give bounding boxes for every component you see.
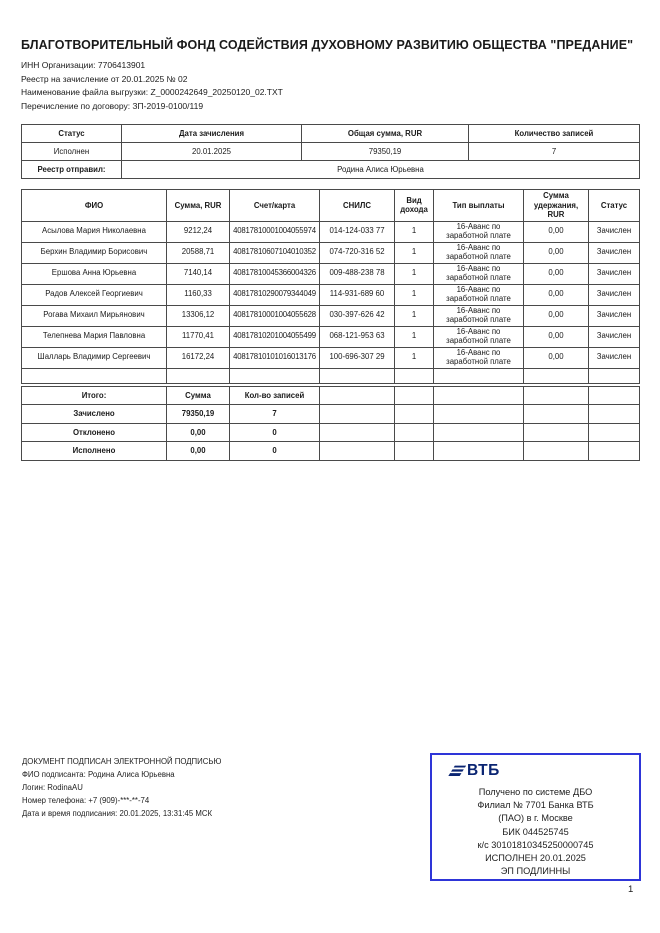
cell-payment-type: 16-Аванс по заработной плате: [434, 305, 524, 326]
stamp-line: ЭП ПОДЛИННЫ: [500, 866, 571, 877]
cell-payment-type: 16-Аванс по заработной плате: [434, 284, 524, 305]
cell-status: Зачислен: [589, 221, 640, 242]
document-content: [21, 0, 639, 461]
empty-cell: [320, 405, 395, 424]
empty-cell: [524, 386, 589, 405]
empty-cell: [395, 368, 434, 383]
empty-cell: [434, 368, 524, 383]
totals-amount: 0,00: [167, 423, 230, 442]
vtb-logo: [446, 763, 639, 783]
cell-income-type: 1: [395, 305, 434, 326]
stamp-line: ИСПОЛНЕН 20.01.2025: [485, 853, 586, 864]
empty-cell: [167, 368, 230, 383]
total-sum-header: Общая сумма, RUR: [302, 125, 469, 143]
cell-withhold: 0,00: [524, 263, 589, 284]
status-header: Статус: [22, 125, 122, 143]
totals-count-header: Кол-во записей: [230, 386, 320, 405]
totals-label: Исполнено: [22, 442, 167, 461]
cell-income-type: 1: [395, 242, 434, 263]
signing-datetime-line: Дата и время подписания: 20.01.2025, 13:31:45 МСК: [22, 809, 213, 818]
empty-cell: [395, 442, 434, 461]
empty-cell: [589, 386, 640, 405]
totals-count: 0: [230, 423, 320, 442]
cell-income-type: 1: [395, 284, 434, 305]
totals-count: 7: [230, 405, 320, 424]
totals-label: Зачислено: [22, 405, 167, 424]
cell-fio: Рогава Михаил Мирьянович: [22, 305, 167, 326]
cell-fio: Телепнева Мария Павловна: [22, 326, 167, 347]
cell-withhold: 0,00: [524, 221, 589, 242]
stamp-line: (ПАО) в г. Москве: [498, 813, 573, 824]
cell-payment-type: 16-Аванс по заработной плате: [434, 347, 524, 368]
empty-cell: [524, 442, 589, 461]
empty-row: [22, 368, 640, 383]
empty-cell: [589, 442, 640, 461]
cell-withhold: 0,00: [524, 305, 589, 326]
records-count-value: 7: [469, 143, 640, 161]
cell-fio: Берхин Владимир Борисович: [22, 242, 167, 263]
cell-payment-type: 16-Аванс по заработной плате: [434, 263, 524, 284]
totals-count: 0: [230, 442, 320, 461]
inn-line: ИНН Организации: 7706413901: [21, 60, 146, 70]
cell-status: Зачислен: [589, 305, 640, 326]
empty-cell: [320, 368, 395, 383]
status-value: Исполнен: [22, 143, 122, 161]
totals-label: Отклонено: [22, 423, 167, 442]
payment-row: [22, 326, 640, 347]
signer-name-line: ФИО подписанта: Родина Алиса Юрьевна: [22, 770, 175, 779]
amount-header: Сумма, RUR: [167, 190, 230, 222]
totals-amount: 0,00: [167, 442, 230, 461]
stamp-line: БИК 044525745: [502, 826, 569, 837]
payment-row: [22, 221, 640, 242]
cell-amount: 13306,12: [167, 305, 230, 326]
cell-account: 40817810201004055499: [230, 326, 320, 347]
totals-row-executed: [22, 442, 640, 461]
account-header: Счет/карта: [230, 190, 320, 222]
cell-amount: 7140,14: [167, 263, 230, 284]
cell-fio: Радов Алексей Георгиевич: [22, 284, 167, 305]
vtb-wing-icon: [446, 765, 466, 778]
empty-cell: [320, 442, 395, 461]
payments-header-row: [22, 190, 640, 222]
payment-row: [22, 242, 640, 263]
stamp-line: Филиал № 7701 Банка ВТБ: [477, 800, 594, 811]
totals-sum-header: Сумма: [167, 386, 230, 405]
cell-account: 40817810290079344049: [230, 284, 320, 305]
totals-table: [21, 386, 640, 461]
income-type-header: Вид дохода: [395, 190, 434, 222]
withhold-header: Сумма удержания, RUR: [524, 190, 589, 222]
cell-snils: 074-720-316 52: [320, 242, 395, 263]
empty-cell: [524, 405, 589, 424]
totals-amount: 79350,19: [167, 405, 230, 424]
row-status-header: Статус: [589, 190, 640, 222]
cell-account: 40817810607104010352: [230, 242, 320, 263]
signer-phone-line: Номер телефона: +7 (909)-***-**-74: [22, 796, 150, 805]
totals-row-rejected: [22, 423, 640, 442]
payment-row: [22, 263, 640, 284]
cell-account: 40817810001004055974: [230, 221, 320, 242]
registry-line: Реестр на зачисление от 20.01.2025 № 02: [21, 73, 188, 84]
cell-payment-type: 16-Аванс по заработной плате: [434, 326, 524, 347]
payments-table: [21, 189, 640, 384]
cell-snils: 068-121-953 63: [320, 326, 395, 347]
empty-cell: [589, 368, 640, 383]
empty-cell: [434, 423, 524, 442]
empty-cell: [395, 386, 434, 405]
cell-income-type: 1: [395, 263, 434, 284]
vtb-logo-text: ВТБ: [467, 762, 500, 779]
total-sum-value: 79350,19: [302, 143, 469, 161]
fio-header: ФИО: [22, 190, 167, 222]
cell-fio: Ершова Анна Юрьевна: [22, 263, 167, 284]
empty-cell: [434, 386, 524, 405]
signer-login-line: Логин: RodinaAU: [22, 783, 83, 792]
cell-amount: 1160,33: [167, 284, 230, 305]
cell-snils: 100-696-307 29: [320, 347, 395, 368]
cell-fio: Асылова Мария Николаевна: [22, 221, 167, 242]
signature-title: ДОКУМЕНТ ПОДПИСАН ЭЛЕКТРОННОЙ ПОДПИСЬЮ: [22, 757, 222, 766]
organization-title: БЛАГОТВОРИТЕЛЬНЫЙ ФОНД СОДЕЙСТВИЯ ДУХОВНОМУ РАЗВИТИЮ ОБЩЕСТВА "ПРЕДАНИЕ": [21, 38, 634, 52]
cell-snils: 114-931-689 60: [320, 284, 395, 305]
export-file-line: Наименование файла выгрузки: Z_0000242649_20250120_02.TXT: [21, 87, 283, 97]
sender-label: Реестр отправил:: [22, 161, 122, 179]
cell-account: 40817810001004055628: [230, 305, 320, 326]
empty-cell: [589, 423, 640, 442]
contract-line: Перечисление по договору: ЗП-2019-0100/119: [21, 100, 204, 111]
empty-cell: [320, 423, 395, 442]
empty-cell: [320, 386, 395, 405]
stamp-line: к/с 30101810345250000745: [477, 839, 594, 850]
empty-cell: [589, 405, 640, 424]
empty-cell: [22, 368, 167, 383]
cell-snils: 009-488-238 78: [320, 263, 395, 284]
sender-value: Родина Алиса Юрьевна: [122, 161, 640, 179]
totals-header-row: [22, 386, 640, 405]
cell-account: 40817810101016013176: [230, 347, 320, 368]
cell-status: Зачислен: [589, 326, 640, 347]
records-count-header: Количество записей: [469, 125, 640, 143]
status-header-row: [22, 125, 640, 143]
cell-income-type: 1: [395, 221, 434, 242]
credit-date-header: Дата зачисления: [122, 125, 302, 143]
cell-payment-type: 16-Аванс по заработной плате: [434, 221, 524, 242]
cell-withhold: 0,00: [524, 326, 589, 347]
payment-row: [22, 305, 640, 326]
empty-cell: [524, 368, 589, 383]
stamp-line: Получено по системе ДБО: [478, 787, 593, 797]
sender-row: [22, 161, 640, 179]
cell-withhold: 0,00: [524, 347, 589, 368]
cell-status: Зачислен: [589, 284, 640, 305]
empty-cell: [230, 368, 320, 383]
cell-status: Зачислен: [589, 347, 640, 368]
cell-amount: 11770,41: [167, 326, 230, 347]
empty-cell: [524, 423, 589, 442]
document-info-block: [21, 59, 639, 113]
snils-header: СНИЛС: [320, 190, 395, 222]
vtb-bank-stamp: [430, 753, 641, 881]
cell-status: Зачислен: [589, 263, 640, 284]
cell-amount: 9212,24: [167, 221, 230, 242]
electronic-signature-block: [22, 755, 221, 820]
totals-label-header: Итого:: [22, 386, 167, 405]
credit-date-value: 20.01.2025: [122, 143, 302, 161]
cell-snils: 030-397-626 42: [320, 305, 395, 326]
payment-type-header: Тип выплаты: [434, 190, 524, 222]
payment-row: [22, 284, 640, 305]
payment-row: [22, 347, 640, 368]
cell-income-type: 1: [395, 347, 434, 368]
page-number: 1: [628, 884, 634, 895]
status-value-row: [22, 143, 640, 161]
empty-cell: [395, 405, 434, 424]
cell-account: 40817810045366004326: [230, 263, 320, 284]
cell-income-type: 1: [395, 326, 434, 347]
cell-withhold: 0,00: [524, 242, 589, 263]
empty-cell: [434, 405, 524, 424]
cell-amount: 20588,71: [167, 242, 230, 263]
empty-cell: [434, 442, 524, 461]
cell-status: Зачислен: [589, 242, 640, 263]
status-summary-table: [21, 124, 640, 179]
cell-snils: 014-124-033 77: [320, 221, 395, 242]
totals-row-credited: [22, 405, 640, 424]
cell-fio: Шалларь Владимир Сергеевич: [22, 347, 167, 368]
stamp-text-lines: [432, 786, 639, 878]
empty-cell: [395, 423, 434, 442]
cell-payment-type: 16-Аванс по заработной плате: [434, 242, 524, 263]
cell-amount: 16172,24: [167, 347, 230, 368]
cell-withhold: 0,00: [524, 284, 589, 305]
